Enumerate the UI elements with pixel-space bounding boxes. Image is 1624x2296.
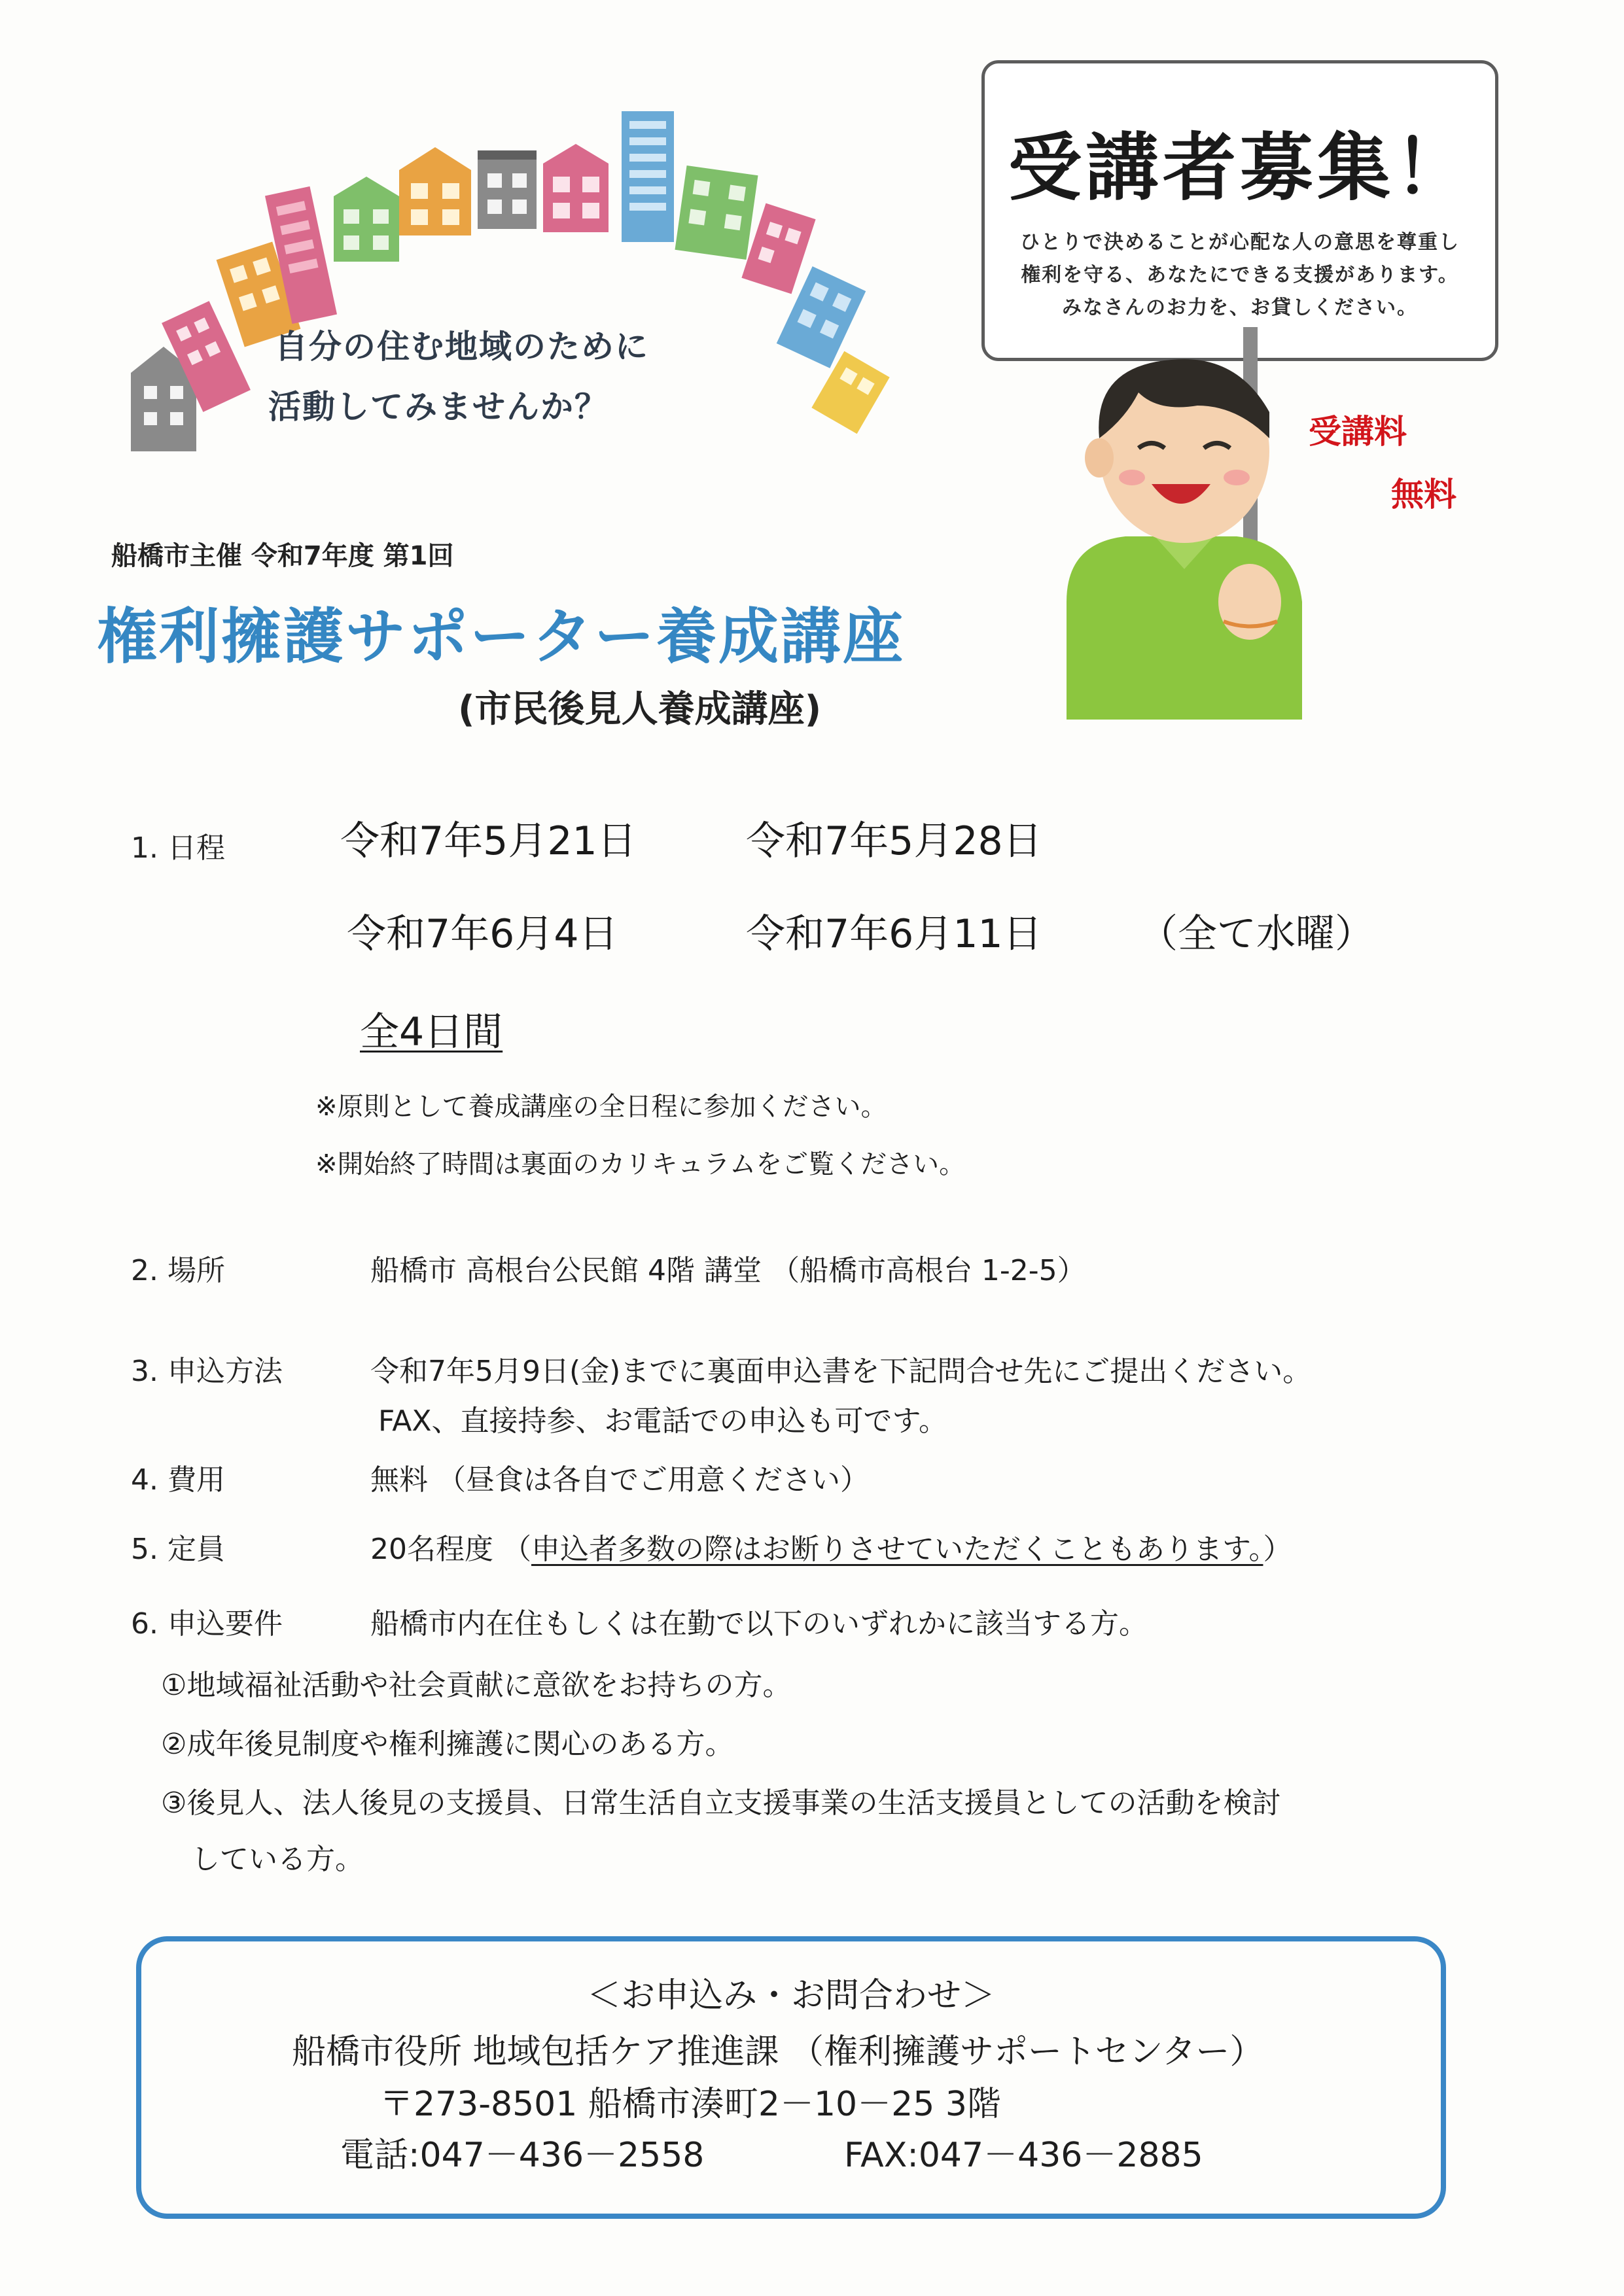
- contact-box: [136, 1936, 1446, 2219]
- sign-line-1: ひとりで決めることが心配な人の意思を尊重し: [1020, 231, 1460, 254]
- cost-value: 無料 （昼食は各自でご用意ください）: [370, 1463, 869, 1497]
- person-head: [1085, 359, 1269, 543]
- requirements-item-3-line-2: している方。: [191, 1843, 364, 1876]
- sign-line-2: 権利を守る、あなたにできる支援があります。: [1021, 264, 1459, 287]
- slogan-line-1: 自分の住む地域のために: [275, 328, 649, 366]
- requirements-intro: 船橋市内在住もしくは在勤で以下のいずれかに該当する方。: [370, 1607, 1148, 1641]
- place-value: 船橋市 高根台公民館 4階 講堂 （船橋市高根台 1-2-5）: [370, 1254, 1086, 1287]
- contact-office: 船橋市役所 地域包括ケア推進課 （権利擁護サポートセンター）: [292, 2032, 1264, 2072]
- place-label: 2. 場所: [131, 1254, 225, 1287]
- building-pink-mid: [543, 144, 609, 232]
- schedule-note-2: ※開始終了時間は裏面のカリキュラムをご覧ください。: [315, 1149, 966, 1179]
- capacity-value: [370, 1525, 1292, 1567]
- capacity-value-suffix: ）: [1263, 1533, 1292, 1566]
- requirements-label: 6. 申込要件: [131, 1607, 283, 1641]
- application-line-2: FAX、直接持参、お電話での申込も可です。: [378, 1404, 947, 1438]
- application-line-1: 令和7年5月9日(金)までに裏面申込書を下記問合せ先にご提出ください。: [370, 1355, 1312, 1388]
- contact-phone: 電話:047－436－2558: [340, 2136, 705, 2175]
- building-green-left: [334, 177, 399, 262]
- person-hand: [1218, 564, 1281, 640]
- capacity-value-note: 申込者多数の際はお断りさせていただくこともあります。: [531, 1533, 1263, 1566]
- building-gray-mid: [478, 150, 537, 229]
- recruitment-sign: [981, 60, 1498, 361]
- sign-title: 受講者募集！: [1008, 126, 1472, 211]
- course-subtitle: (市民後見人養成講座): [458, 688, 822, 731]
- contact-address: 〒273-8501 船橋市湊町2－10－25 3階: [380, 2085, 1001, 2124]
- building-green-right: [675, 165, 758, 260]
- organizer-line: 船橋市主催 令和7年度 第1回: [111, 541, 454, 571]
- schedule-total-days: 全4日間: [360, 1009, 503, 1055]
- schedule-note-1: ※原則として養成講座の全日程に参加ください。: [315, 1092, 887, 1122]
- person-holding-sign-illustration: [1040, 327, 1407, 720]
- building-orange-mid: [399, 147, 471, 235]
- building-pink-right: [741, 203, 815, 294]
- contact-fax: FAX:047－436－2885: [844, 2136, 1203, 2175]
- sign-line-3: みなさんのお力を、お貸しください。: [1062, 296, 1418, 319]
- fee-badge-line-2: 無料: [1391, 476, 1456, 513]
- capacity-label: 5. 定員: [131, 1533, 225, 1566]
- slogan-line-2: 活動してみませんか？: [268, 388, 609, 426]
- fee-badge-line-1: 受講料: [1309, 413, 1407, 451]
- schedule-date-1: 令和7年5月21日: [340, 818, 637, 864]
- requirements-item-2: ②成年後見制度や権利擁護に関心のある方。: [161, 1728, 734, 1761]
- capacity-value-prefix: 20名程度 （: [370, 1533, 531, 1566]
- contact-heading: ＜お申込み・お問合わせ＞: [586, 1976, 995, 2015]
- schedule-date-3: 令和7年6月4日: [347, 911, 618, 957]
- application-label: 3. 申込方法: [131, 1355, 283, 1388]
- schedule-label: 1. 日程: [131, 831, 225, 865]
- requirements-item-1: ①地域福祉活動や社会貢献に意欲をお持ちの方。: [161, 1669, 792, 1702]
- course-title: 権利擁護サポーター養成講座: [97, 602, 906, 672]
- requirements-item-3-line-1: ③後見人、法人後見の支援員、日常生活自立支援事業の生活支援員としての活動を検討: [161, 1786, 1281, 1820]
- schedule-date-4: 令和7年6月11日: [746, 911, 1042, 957]
- cost-label: 4. 費用: [131, 1463, 225, 1497]
- schedule-date-2: 令和7年5月28日: [746, 818, 1042, 864]
- building-blue-tower: [622, 111, 674, 242]
- schedule-weekday-note: （全て水曜）: [1139, 911, 1374, 957]
